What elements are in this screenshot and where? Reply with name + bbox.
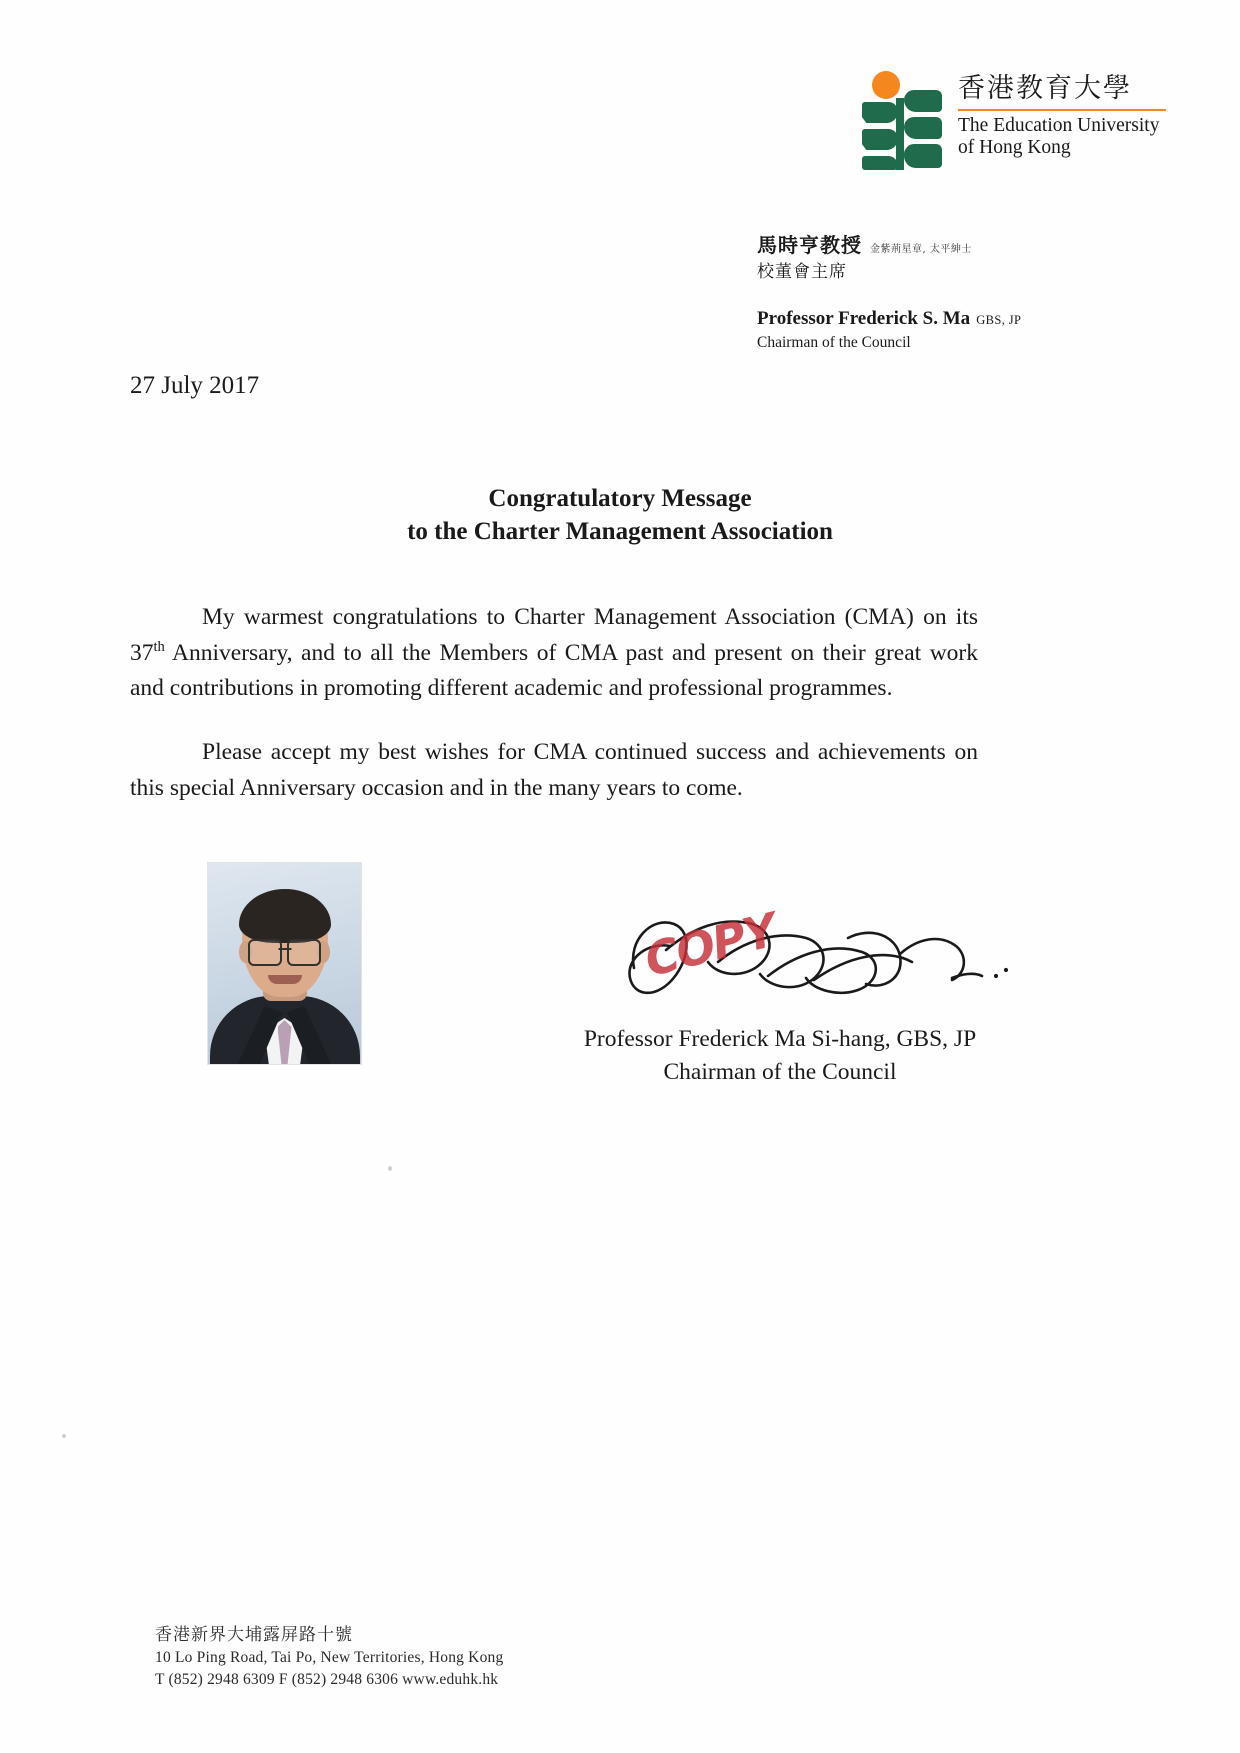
- sender-en-block: [757, 306, 1021, 354]
- sender-honours-en: GBS, JP: [976, 312, 1022, 327]
- university-wordmark: [958, 68, 1166, 158]
- eduhk-logo-icon: [856, 68, 944, 168]
- sender-name-en: Professor Frederick S. Ma: [757, 307, 971, 329]
- university-name-en-line1: The Education University: [958, 114, 1160, 136]
- paragraph-1-part-2: Anniversary, and to all the Members of CMA past and present on their great work and contributions in promoting different academic and professional programmes.: [130, 639, 978, 702]
- signatory-title: Chairman of the Council: [663, 1059, 897, 1086]
- page-title: [0, 482, 1240, 548]
- title-line-2: to the Charter Management Association: [407, 518, 833, 545]
- paragraph-1-part-1: My warmest congratulations to Charter Management Association (CMA) on its 37: [130, 604, 978, 666]
- leaf-right-1: [904, 90, 942, 112]
- leaf-right-2: [904, 117, 942, 139]
- letterhead: [856, 68, 1166, 168]
- portrait-mouth: [268, 975, 302, 984]
- portrait-brow-left: [249, 931, 276, 936]
- footer-address-zh: 香港新界大埔露屏路十號: [155, 1624, 353, 1645]
- leaf-right-3: [904, 144, 942, 168]
- signatory-name: Professor Frederick Ma Si-hang, GBS, JP: [583, 1026, 977, 1052]
- sender-name-zh: 馬時亨教授: [757, 233, 862, 257]
- sun-icon: [872, 71, 900, 99]
- footer-contact: T (852) 2948 6309 F (852) 2948 6306 www.eduhk.hk: [155, 1671, 499, 1688]
- leaf-left-1: [862, 102, 898, 123]
- sender-en-line: [757, 306, 1021, 332]
- footer-address-en: 10 Lo Ping Road, Tai Po, New Territories, Hong Kong: [155, 1649, 504, 1666]
- sender-zh-line: [757, 232, 1021, 259]
- wordmark-rule: [958, 109, 1166, 111]
- ordinal-suffix: th: [153, 638, 165, 655]
- leaf-left-2: [862, 129, 898, 150]
- portrait-brow-right: [293, 931, 320, 936]
- copy-stamp: COPY: [639, 902, 781, 988]
- leaf-left-3: [862, 156, 898, 170]
- portrait-glasses-right: [287, 939, 321, 966]
- body-paragraph-2: Please accept my best wishes for CMA continued success and achievements on this special Anniversary occasion and in the many years to come.: [130, 739, 978, 801]
- scan-speck-2: [62, 1434, 66, 1438]
- portrait-glasses-bridge: [278, 948, 291, 950]
- sender-title-en: Chairman of the Council: [757, 333, 911, 351]
- sender-block: [757, 232, 1021, 354]
- letter-date: 27 July 2017: [130, 372, 260, 399]
- signature-area: [600, 890, 1020, 1040]
- avatar: [207, 862, 362, 1065]
- footer-address-block: [155, 1623, 503, 1691]
- sender-honours-zh: 金紫荊星章, 太平紳士: [870, 244, 972, 255]
- handwritten-signature-icon: [600, 890, 1020, 1040]
- scan-speck-1: [388, 1166, 392, 1171]
- university-name-zh: 香港教育大學: [958, 73, 1132, 104]
- title-line-1: Congratulatory Message: [488, 485, 752, 512]
- university-name-en-line2: of Hong Kong: [958, 136, 1071, 158]
- portrait-glasses-left: [248, 939, 282, 966]
- letter-body: [130, 600, 978, 807]
- sender-title-zh: 校董會主席: [757, 262, 847, 282]
- signature-caption: [500, 1023, 1060, 1090]
- body-paragraph-1: [130, 600, 978, 707]
